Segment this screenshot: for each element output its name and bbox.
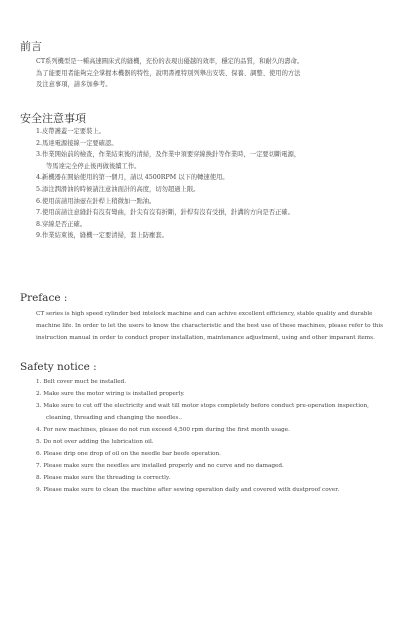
safety-en-item: 6. Please drip one drop of oil on the needle bar beofe operation.	[36, 451, 221, 457]
safety-zh-heading: 安全注意事項	[20, 112, 86, 125]
preface-en-text	[36, 308, 383, 344]
safety-zh-item: 9.作業結束後，縫機一定要清掃，套上防塵套。	[36, 232, 168, 240]
safety-zh-item-continued: 等馬達完全停止後再做後續工作。	[46, 162, 141, 170]
preface-zh-heading: 前言	[20, 40, 42, 53]
preface-zh-line: CT系列機型是一種高速圓床式的縫機，充份的表現出優越的效率，穩定的品質，和耐久的壽命。	[36, 58, 304, 65]
safety-en-item: 7. Please make sure the needles are installed properly and no curve and no damaged.	[36, 463, 284, 469]
safety-zh-item: 8.穿線是否正確。	[36, 220, 87, 228]
safety-en-item: 1. Belt cover muct be installed.	[36, 379, 127, 385]
safety-zh-item: 2.馬達電源接線一定要確認。	[36, 139, 118, 147]
preface-zh-text	[36, 56, 303, 91]
safety-en-item-continued: cleaning, threading and changing the needles..	[46, 415, 183, 421]
preface-en-line: machine life. In order to let the users to know the characteristic and the best use of these machines, please refer to this	[36, 323, 384, 329]
safety-en-heading: Safety notice :	[20, 361, 97, 373]
safety-zh-item: 7.使用前請注意縫針有沒有彎曲，針尖有沒有折斷，針桿有沒有受損，針溝的方向是否正確。	[36, 209, 294, 217]
safety-en-item: 3. Make sure to cut off the electricity and wait till motor stops completely before conduct pre-operation inspection,	[36, 403, 369, 409]
safety-zh-item: 1.皮帶護蓋一定要裝上。	[36, 128, 105, 135]
preface-en-line: CT series is high speed cylinder bed intelock machine and can achive excellent efficiency, stable quality and durable	[36, 311, 373, 317]
safety-en-item: 9. Please make sure to clean the machine after sewing operation daily and covered with dustproof cover.	[36, 487, 340, 493]
safety-en-item: 8. Please make sure the threading is correctly.	[36, 475, 171, 481]
preface-zh-line: 及注意事項，請多加參考。	[36, 81, 112, 88]
safety-en-item: 4. For new machines, please do not run exceed 4,500 rpm during the first month usage.	[36, 427, 290, 433]
safety-en-item: 2. Make sure the motor wiring is installed properly.	[36, 391, 185, 397]
preface-en-heading: Preface :	[20, 292, 68, 304]
safety-en-item: 5. Do not over adding the lubrication oil.	[36, 439, 154, 445]
safety-zh-item: 3.作業開始前的檢查，作業結束後的清掃，及作業中須要穿線換針等作業時，一定要切斷電源，	[36, 151, 301, 159]
safety-zh-item: 4.新機器在開始使用的第一個月，請以 4500RPM 以下的轉速使用。	[36, 174, 229, 182]
safety-en-list	[36, 376, 369, 496]
preface-zh-line: 為了能要用者能夠完全掌握本機器的特性，說明書裡特別列舉出安裝、保養、調整、使用的方法	[36, 69, 301, 77]
safety-zh-item: 6.使用前請用油壺在針桿上稍微加一點油。	[36, 197, 156, 205]
preface-en-line: instruction manual in order to conduct proper installation, maintenance adjustment, using and other imparant items.	[36, 335, 375, 341]
safety-zh-list	[36, 126, 300, 242]
safety-zh-item: 5.添注潤滑油的時候請注意油面計的高度，切勿超過上限。	[36, 185, 200, 193]
